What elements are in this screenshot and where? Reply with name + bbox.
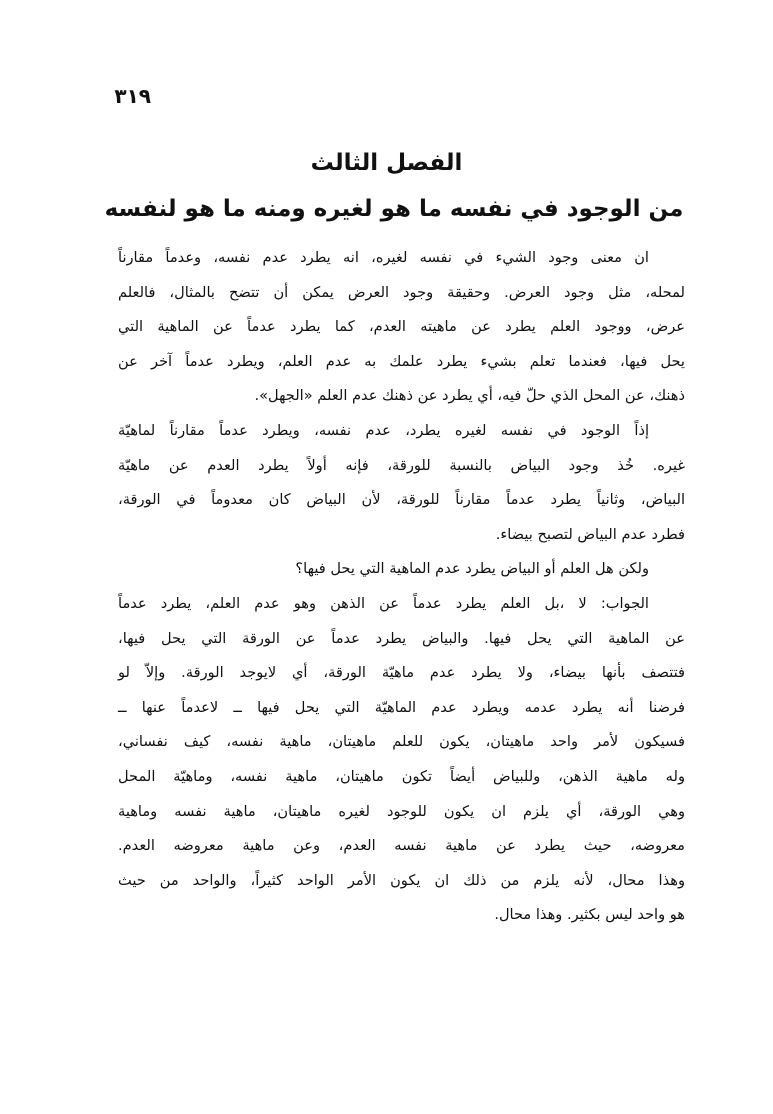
text-line: وله ماهية الذهن، وللبياض أيضاً تكون ماهيتان، ماهية نفسه، وماهيّة المحل	[118, 767, 685, 785]
text-line: معروضه، حيث يطرد عن ماهية نفسه العدم، وعن ماهية معروضه العدم.	[118, 837, 685, 855]
chapter-label: الفصل الثالث	[310, 150, 463, 176]
text-line: وهي الورقة، أي يلزم ان يكون للوجود لغيره ماهيتان، ماهية نفسه وماهية	[118, 802, 685, 820]
text-line: يحل فيها، فعندما تعلم بشيء يطرد علمك به عدم العلم، ويطرد عدماً آخر عن	[118, 352, 685, 370]
text-line: إذاً الوجود في نفسه لغيره يطرد، عدم نفسه، ويطرد عدماً مقارناً لماهيّة	[118, 421, 649, 439]
text-line: الجواب: لا ،بل العلم يطرد عدماً عن الذهن وهو عدم العلم، يطرد عدماً	[118, 594, 649, 612]
text-line: فطرد عدم البياض لتصبح بيضاء.	[495, 525, 685, 543]
text-line: لمحله، مثل وجود العرض. وحقيقة وجود العرض يمكن أن تتضح بالمثال، فالعلم	[118, 283, 685, 301]
text-line: غيره. خُذ وجود البياض بالنسبة للورقة، فإنه أولاً يطرد العدم عن ماهيّة	[118, 456, 685, 474]
text-line: عن الماهية التي يحل فيها. والبياض يطرد عدماً عن الورقة التي يحل فيها،	[118, 629, 685, 647]
text-line: ان معنى وجود الشيء في نفسه لغيره، انه يطرد عدم نفسه، وعدماً مقارناً	[118, 249, 649, 266]
page-number: ٣١٩	[114, 84, 151, 108]
text-line: فرضنا أنه يطرد عدمه ويطرد عدم الماهيّة التي يحل فيها ــ لاعدماً عنها ــ	[118, 698, 685, 716]
text-line: عرض، ووجود العلم يطرد عن ماهيته العدم، كما يطرد عدماً عن الماهية التي	[118, 318, 685, 336]
text-line: البياض، وثانياً يطرد عدماً مقارناً للورقة، لأن البياض كان معدوماً في الورقة،	[118, 491, 685, 509]
text-line: ذهنك، عن المحل الذي حلّ فيه، أي يطرد عن ذهنك عدم العلم «الجهل».	[254, 387, 685, 405]
text-line: فسيكون لأمر واحد ماهيتان، يكون للعلم ماهيتان، ماهية نفسه، كيف نفساني،	[118, 733, 685, 751]
text-line: فتتصف بأنها بيضاء، ولا يطرد عدم ماهيّة الورقة، أي لايوجد الورقة. وإلاّ لو	[118, 664, 685, 682]
text-line: ولكن هل العلم أو البياض يطرد عدم الماهية التي يحل فيها؟	[295, 560, 649, 578]
text-line: هو واحد ليس بكثير. وهذا محال.	[494, 906, 685, 924]
chapter-title: من الوجود في نفسه ما هو لغيره ومنه ما هو لنفسه	[104, 196, 684, 222]
body-text	[118, 241, 685, 933]
text-line: وهذا محال، لأنه يلزم من ذلك ان يكون الأمر الواحد كثيراً، والواحد من حيث	[118, 871, 685, 889]
